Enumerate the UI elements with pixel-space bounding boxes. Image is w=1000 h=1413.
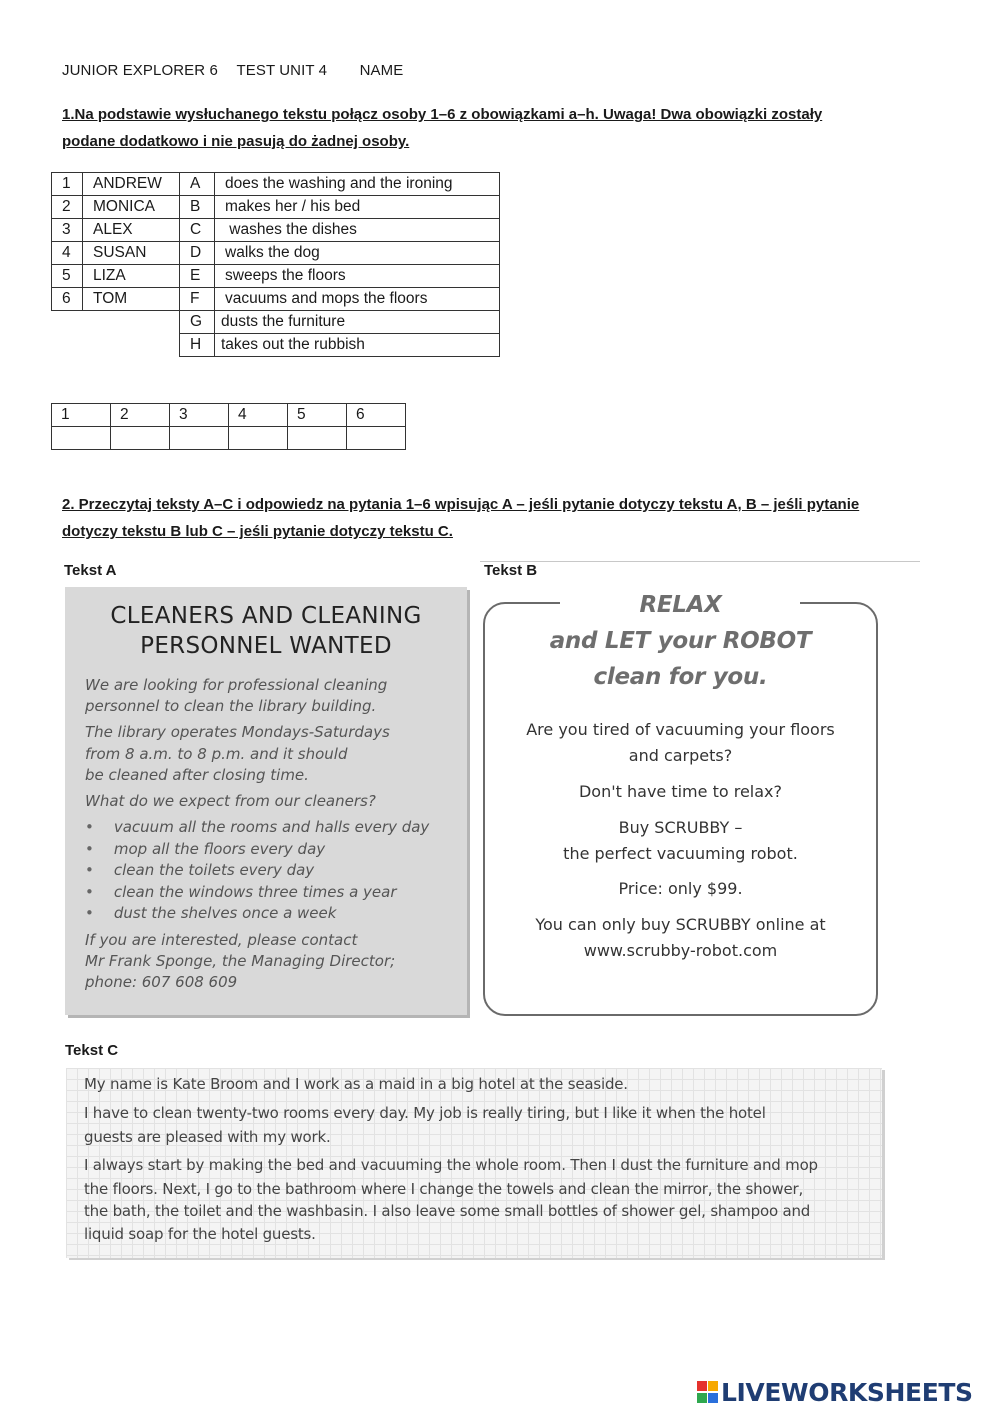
answer-cell-5[interactable] <box>288 427 347 450</box>
answer-cell-3[interactable] <box>170 427 229 450</box>
text-a-contact: Mr Frank Sponge, the Managing Director; <box>85 952 396 970</box>
chore-letter: E <box>180 265 215 288</box>
answer-header-row <box>52 404 406 427</box>
chore-letter: B <box>180 196 215 219</box>
task1-line1: 1.Na podstawie wysłuchanego tekstu połącz osoby 1–6 z obowiązkami a–h. Uwaga! Dwa obowiązki zostały <box>62 106 823 123</box>
table-row <box>52 288 500 311</box>
chore-text: takes out the rubbish <box>215 334 500 357</box>
answer-header: 5 <box>288 404 347 427</box>
row-number: 5 <box>52 265 83 288</box>
text-b-label: Tekst B <box>484 562 538 579</box>
text-a-bullet: • mop all the floors every day <box>85 840 326 858</box>
text-a-title-line2: PERSONNEL WANTED <box>140 633 392 659</box>
answer-cell-4[interactable] <box>229 427 288 450</box>
person-name: LIZA <box>83 265 180 288</box>
table-row <box>52 334 500 357</box>
answer-grid <box>51 403 406 450</box>
text-c-line: the floors. Next, I go to the bathroom where I change the towels and clean the mirror, the shower, <box>84 1180 804 1198</box>
text-b-line: Don't have time to relax? <box>578 782 782 801</box>
answer-input-row <box>52 427 406 450</box>
text-a-contact: If you are interested, please contact <box>85 931 358 949</box>
table-row <box>52 311 500 334</box>
row-number: 6 <box>52 288 83 311</box>
task2-instruction <box>62 491 859 545</box>
divider <box>480 561 920 562</box>
table-row <box>52 242 500 265</box>
text-c-label: Tekst C <box>65 1042 119 1059</box>
text-c-line: My name is Kate Broom and I work as a maid in a big hotel at the seaside. <box>84 1075 628 1093</box>
text-b-line: You can only buy SCRUBBY online at <box>535 915 826 934</box>
row-number: 2 <box>52 196 83 219</box>
text-b-url: www.scrubby-robot.com <box>583 941 778 960</box>
text-b-line: the perfect vacuuming robot. <box>563 844 798 863</box>
answer-header: 1 <box>52 404 111 427</box>
page-header <box>62 62 403 79</box>
table-row <box>52 173 500 196</box>
answer-cell-1[interactable] <box>52 427 111 450</box>
text-c-line: I have to clean twenty-two rooms every day. My job is really tiring, but I like it when the hotel <box>84 1104 766 1122</box>
text-a-question: What do we expect from our cleaners? <box>85 792 376 810</box>
text-a-bullet: • dust the shelves once a week <box>85 904 337 922</box>
chore-text: dusts the furniture <box>215 311 500 334</box>
chore-letter: F <box>180 288 215 311</box>
text-a-line: personnel to clean the library building. <box>85 697 377 715</box>
book-title: JUNIOR EXPLORER 6 <box>62 62 218 79</box>
chore-text: walks the dog <box>215 242 500 265</box>
person-name: TOM <box>83 288 180 311</box>
text-a-line: The library operates Mondays-Saturdays <box>85 723 390 741</box>
chore-text: washes the dishes <box>215 219 500 242</box>
person-name: ALEX <box>83 219 180 242</box>
text-b-line: Buy SCRUBBY – <box>618 818 743 837</box>
text-b-price: Price: only $99. <box>618 879 743 898</box>
text-a-title-line1: CLEANERS AND CLEANING <box>110 603 422 629</box>
person-name: ANDREW <box>83 173 180 196</box>
chore-letter: H <box>180 334 215 357</box>
text-a-line: from 8 a.m. to 8 p.m. and it should <box>85 745 348 763</box>
task2-line1: 2. Przeczytaj teksty A–C i odpowiedz na pytania 1–6 wpisując A – jeśli pytanie dotyczy tekstu A, B – jeśli pytanie <box>62 496 860 513</box>
text-c-line: I always start by making the bed and vacuuming the whole room. Then I dust the furniture and mop <box>84 1156 818 1174</box>
row-number: 1 <box>52 173 83 196</box>
chore-letter: A <box>180 173 215 196</box>
text-b-line: and carpets? <box>628 746 733 765</box>
text-a-line: be cleaned after closing time. <box>85 766 309 784</box>
answer-header: 4 <box>229 404 288 427</box>
chore-text: does the washing and the ironing <box>215 173 500 196</box>
table-row <box>52 265 500 288</box>
logo-text: LIVEWORKSHEETS <box>721 1378 973 1407</box>
row-number: 3 <box>52 219 83 242</box>
task1-line2: podane dodatkowo i nie pasują do żadnej osoby. <box>62 133 410 150</box>
text-a-bullet: • clean the windows three times a year <box>85 883 397 901</box>
name-label: NAME <box>359 62 404 79</box>
answer-cell-6[interactable] <box>347 427 406 450</box>
text-a-bullet: • clean the toilets every day <box>85 861 315 879</box>
person-name: SUSAN <box>83 242 180 265</box>
text-b-title-line1: RELAX <box>639 592 722 618</box>
text-b-title-line2: and LET your ROBOT <box>549 628 812 654</box>
test-title: TEST UNIT 4 <box>236 62 328 79</box>
row-number: 4 <box>52 242 83 265</box>
chore-letter: G <box>180 311 215 334</box>
text-b-title-line3: clean for you. <box>593 664 768 690</box>
text-b-line: Are you tired of vacuuming your floors <box>526 720 835 739</box>
text-c-line: liquid soap for the hotel guests. <box>84 1225 316 1243</box>
chore-letter: D <box>180 242 215 265</box>
answer-header: 6 <box>347 404 406 427</box>
answer-header: 2 <box>111 404 170 427</box>
text-a-bullet: • vacuum all the rooms and halls every day <box>85 818 430 836</box>
text-a-label: Tekst A <box>64 562 117 579</box>
text-c-line: guests are pleased with my work. <box>84 1128 331 1146</box>
matching-table <box>51 172 500 357</box>
person-name: MONICA <box>83 196 180 219</box>
text-a-phone: phone: 607 608 609 <box>85 973 238 991</box>
answer-header: 3 <box>170 404 229 427</box>
table-row <box>52 219 500 242</box>
table-row <box>52 196 500 219</box>
logo-squares-icon <box>697 1381 719 1405</box>
chore-text: makes her / his bed <box>215 196 500 219</box>
text-a-line: We are looking for professional cleaning <box>85 676 388 694</box>
task1-instruction <box>62 101 822 155</box>
text-c-line: the bath, the toilet and the washbasin. I also leave some small bottles of shower gel, shampoo and <box>84 1202 811 1220</box>
chore-text: vacuums and mops the floors <box>215 288 500 311</box>
answer-cell-2[interactable] <box>111 427 170 450</box>
chore-letter: C <box>180 219 215 242</box>
text-a-clipping <box>65 587 467 1015</box>
chore-text: sweeps the floors <box>215 265 500 288</box>
task2-line2: dotyczy tekstu B lub C – jeśli pytanie dotyczy tekstu C. <box>62 523 453 540</box>
